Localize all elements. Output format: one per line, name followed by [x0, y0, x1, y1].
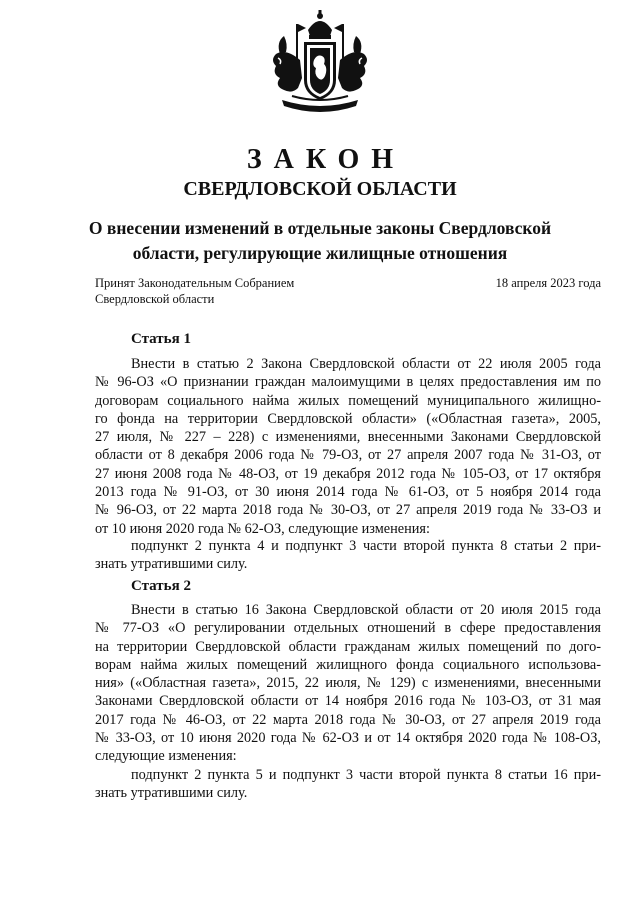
- text-line: подпункт 2 пункта 4 и подпункт 3 части второй пункта 8 статьи 2 при-: [131, 538, 601, 554]
- text-line: № 96-ОЗ, от 22 марта 2018 года № 30-ОЗ, от 27 апреля 2019 года № 33-ОЗ и: [95, 502, 601, 519]
- article-1-heading: Статья 1: [131, 331, 191, 347]
- text-line: 27 июля, № 227 – 228) с изменениями, внесенными Законами Свердловской: [95, 429, 601, 446]
- text-line: № 96-ОЗ «О признании граждан малоимущими в целях предоставления им по: [95, 374, 601, 391]
- article-2-heading: Статья 2: [131, 578, 191, 594]
- region-title: СВЕРДЛОВСКОЙ ОБЛАСТИ: [183, 178, 457, 200]
- text-line: Законами Свердловской области от 14 ноября 2016 года № 103-ОЗ, от 31 мая: [95, 693, 601, 710]
- text-line: на территории Свердловской области гражданам жилых помещений по дого-: [95, 638, 601, 655]
- adopted-line: Принят Законодательным Собранием: [95, 276, 295, 290]
- article-2-item: [95, 766, 601, 803]
- text-line: № 33-ОЗ, от 10 июня 2020 года № 62-ОЗ и от 14 октября 2020 года № 108-ОЗ,: [95, 730, 601, 747]
- article-1-body: [95, 355, 601, 538]
- subject-line: О внесении изменений в отдельные законы Свердловской: [88, 218, 552, 238]
- text-line: от 10 июня 2020 года № 62-ОЗ, следующие изменения:: [95, 520, 430, 537]
- coat-of-arms-emblem: [262, 8, 378, 124]
- adopted-by: [95, 275, 355, 307]
- text-line: 2017 года № 46-ОЗ, от 22 марта 2018 года № 30-ОЗ, от 27 апреля 2019 года: [95, 711, 601, 728]
- subject-line: области, регулирующие жилищные отношения: [132, 243, 508, 263]
- text-line: 2013 года № 91-ОЗ, от 30 июня 2014 года № 61-ОЗ, от 5 ноября 2014 года: [95, 484, 601, 501]
- text-line: ворам найма жилых помещений жилищного фонда социального использова-: [95, 656, 601, 673]
- text-line: ния» («Областная газета», 2015, 22 июля, № 129) с изменениями, внесенными: [95, 675, 601, 692]
- adopted-line: Свердловской области: [95, 292, 215, 306]
- text-line: следующие изменения:: [95, 748, 237, 765]
- text-line: Внести в статью 2 Закона Свердловской области от 22 июля 2005 года: [131, 356, 601, 372]
- article-2-body: [95, 601, 601, 766]
- text-line: Внести в статью 16 Закона Свердловской области от 20 июля 2015 года: [131, 602, 601, 618]
- adoption-date: 18 апреля 2023 года: [495, 276, 601, 290]
- text-line: № 77-ОЗ «О регулировании отдельных отношений в сфере предоставления: [95, 620, 601, 637]
- text-line: знать утратившими силу.: [95, 785, 248, 802]
- text-line: договорам социального найма жилых помещений муниципального жилищно-: [95, 392, 601, 409]
- text-line: 27 июня 2008 года № 48-ОЗ, от 19 декабря 2012 года № 105-ОЗ, от 17 октября: [95, 465, 601, 482]
- document-title: ЗАКОН: [246, 144, 406, 175]
- text-line: знать утратившими силу.: [95, 556, 248, 573]
- text-line: го фонда на территории Свердловской области» («Областная газета», 2005,: [95, 410, 601, 427]
- text-line: области от 8 декабря 2006 года № 79-ОЗ, от 27 апреля 2007 года № 31-ОЗ, от: [95, 447, 601, 464]
- text-line: подпункт 2 пункта 5 и подпункт 3 части второй пункта 8 статьи 16 при-: [131, 767, 601, 783]
- law-subject: [60, 216, 580, 266]
- article-1-item: [95, 537, 601, 574]
